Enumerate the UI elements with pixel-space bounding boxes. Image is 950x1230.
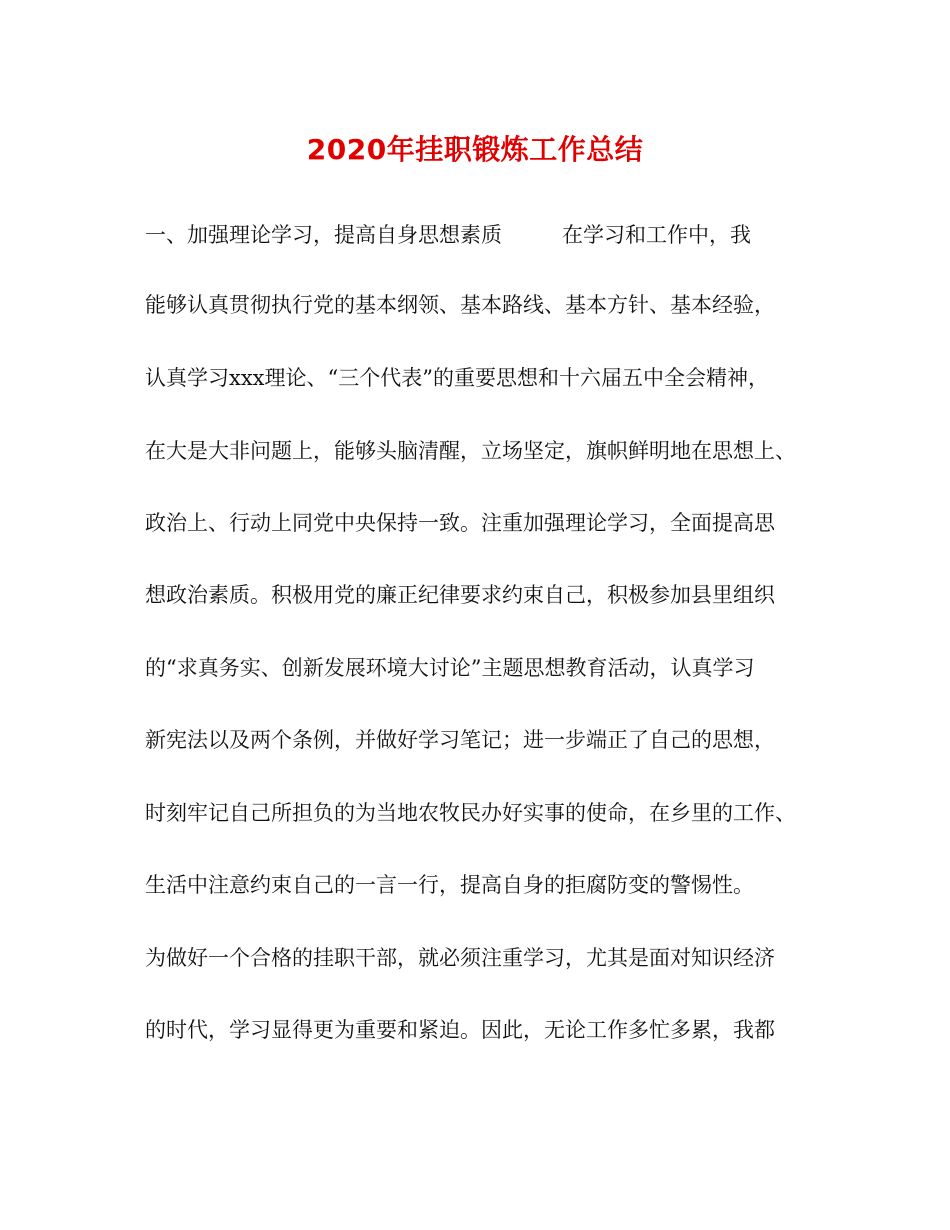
paragraph-line-9: 时刻牢记自己所担负的为当地农牧民办好实事的使命，在乡里的工作、 <box>145 801 796 825</box>
paragraph-line-12: 的时代，学习显得更为重要和紧迫。因此，无论工作多忙多累，我都 <box>145 1018 775 1042</box>
paragraph-line-2: 能够认真贯彻执行党的基本纲领、基本路线、基本方针、基本经验， <box>145 293 775 317</box>
section-heading: 一、加强理论学习，提高自身思想素质 <box>145 223 502 247</box>
paragraph-line-10: 生活中注意约束自己的一言一行，提高自身的拒腐防变的警惕性。 <box>145 873 754 897</box>
document-title: 2020年挂职锻炼工作总结 <box>306 133 644 166</box>
paragraph-line-4: 在大是大非问题上，能够头脑清醒，立场坚定，旗帜鲜明地在思想上、 <box>145 439 796 463</box>
paragraph-line-5: 政治上、行动上同党中央保持一致。注重加强理论学习，全面提高思 <box>145 511 775 535</box>
paragraph-line-8: 新宪法以及两个条例，并做好学习笔记；进一步端正了自己的思想， <box>145 728 775 752</box>
paragraph-text: 在学习和工作中，我 <box>562 223 751 247</box>
paragraph-line-11: 为做好一个合格的挂职干部，就必须注重学习，尤其是面对知识经济 <box>145 946 775 970</box>
paragraph-line-3: 认真学习xxx理论、“三个代表”的重要思想和十六届五中全会精神， <box>145 366 769 390</box>
paragraph-line-7: 的“求真务实、创新发展环境大讨论”主题思想教育活动，认真学习 <box>145 656 755 680</box>
paragraph-line-6: 想政治素质。积极用党的廉正纪律要求约束自己，积极参加县里组织 <box>145 583 775 607</box>
paragraph-line-1 <box>145 220 825 250</box>
